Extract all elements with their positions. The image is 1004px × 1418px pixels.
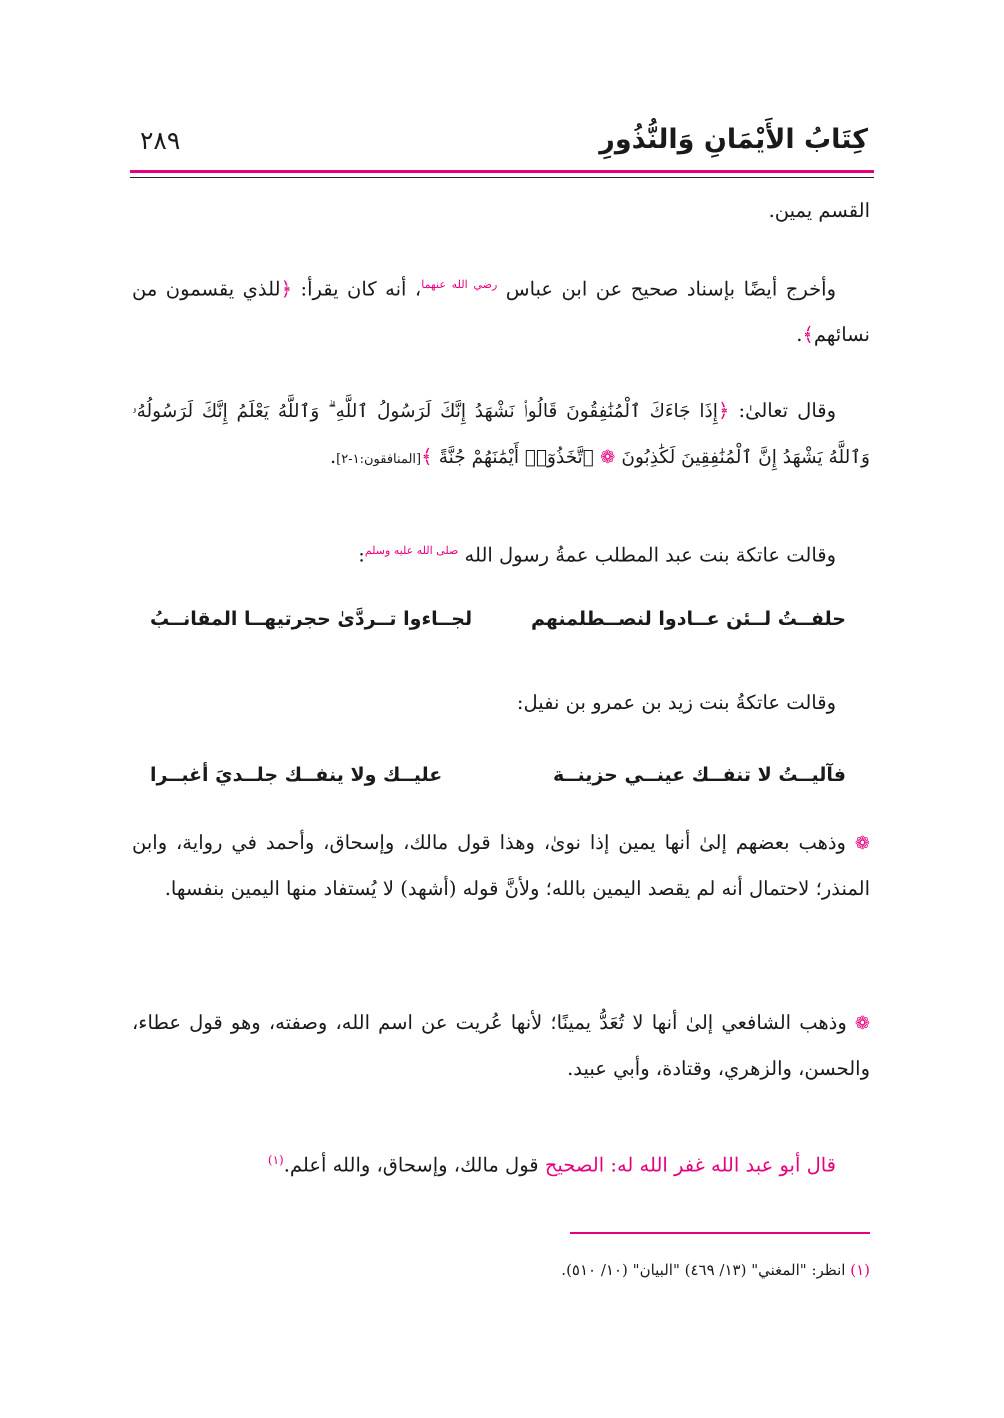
- paragraph-2-text-a: وأخرج أيضًا بإسناد صحيح عن ابن عباس: [505, 277, 837, 301]
- footnote-rule: [570, 1232, 870, 1234]
- paragraph-8-text: قول مالك، وإسحاق، والله أعلم.: [283, 1153, 539, 1177]
- paragraph-4: [132, 528, 870, 578]
- poem-verse-1-second-hemistich: لجــاءوا تــردَّىٰ حجرتيهــا المقانــبُ: [150, 608, 473, 630]
- quran-verse-2: ٱتَّخَذُوٓا۟ أَيْمَٰنَهُمْ جُنَّةً: [438, 447, 594, 468]
- quran-close-bracket: ﴾: [421, 445, 433, 468]
- paragraph-3: [132, 388, 870, 482]
- paragraph-2: [132, 262, 870, 357]
- footnote: [132, 1256, 870, 1284]
- honorific-radiallah: رضي الله عنهما: [421, 278, 498, 291]
- quote-open-bracket: ﴿: [280, 277, 292, 301]
- quote-close-bracket: ﴾: [802, 322, 814, 346]
- paragraph-2-text-b: ، أنه كان يقرأ:: [300, 277, 422, 301]
- flower-bullet-icon: ❁: [854, 1013, 870, 1034]
- quran-verse-1: إِذَا جَاءَكَ ٱلْمُنَٰفِقُونَ قَالُوا۟ نَشْهَدُ إِنَّكَ لَرَسُولُ ٱللَّهِ ۗ وَٱللَّهُ يَعْلَمُ إِنَّكَ لَرَسُولُهُۥ وَٱللَّهُ يَشْهَدُ إِنَّ ٱلْمُنَٰفِقِينَ لَكَٰذِبُونَ: [132, 401, 870, 468]
- paragraph-4-end: :: [358, 543, 365, 567]
- quran-reference: [المنافقون:١-٢]: [336, 452, 422, 467]
- paragraph-4-text: وقالت عاتكة بنت عبد المطلب عمةُ رسول الله: [464, 543, 836, 567]
- honorific-salla: صلى الله عليه وسلم: [364, 544, 459, 557]
- footnote-marker[interactable]: (١): [267, 1153, 284, 1167]
- poem-verse-1: [150, 600, 846, 644]
- paragraph-6: [132, 820, 870, 911]
- poem-verse-2-first-hemistich: فآليــتُ لا تنفــك عينــي حزينــة: [552, 764, 846, 786]
- paragraph-6-text: وذهب بعضهم إلىٰ أنها يمين إذا نوىٰ، وهذا قول مالك، وإسحاق، وأحمد في رواية، وابن المنذر؛ لاحتمال أنه لم يقصد اليمين بالله؛ ولأنَّ قوله (أشهد) لا يُستفاد منها اليمين بنفسها.: [132, 831, 870, 900]
- page-header: [132, 122, 872, 168]
- paragraph-5: [132, 680, 870, 725]
- verse-separator-icon: ❁: [600, 447, 616, 468]
- paragraph-1-text: القسم يمين.: [768, 199, 870, 222]
- author-attribution: قال أبو عبد الله غفر الله له:: [610, 1153, 836, 1177]
- flower-bullet-icon: ❁: [854, 833, 870, 854]
- book-title: كِتَابُ الأَيْمَانِ وَالنُّذُورِ: [599, 124, 868, 155]
- verdict-label: الصحيح: [544, 1153, 605, 1177]
- paragraph-2-end: .: [796, 322, 803, 346]
- page-number: ٢٨٩: [140, 126, 181, 155]
- poem-verse-2: [150, 756, 846, 800]
- footnote-number: (١): [850, 1261, 870, 1279]
- poem-verse-1-first-hemistich: حلفــتُ لــئن عــادوا لنصــطلمنهم: [530, 608, 846, 630]
- paragraph-5-text: وقالت عاتكةُ بنت زيد بن عمرو بن نفيل:: [516, 691, 836, 714]
- paragraph-7-text: وذهب الشافعي إلىٰ أنها لا تُعَدُّ يمينًا؛ لأنها عُريت عن اسم الله، وصفته، وهو قول عطاء، والحسن، والزهري، وقتادة، وأبي عبيد.: [132, 1011, 870, 1080]
- header-rule: [130, 177, 874, 178]
- paragraph-1: [132, 188, 870, 233]
- header-rule-accent: [130, 170, 874, 173]
- quran-open-bracket: ﴿: [717, 399, 730, 422]
- poem-verse-2-second-hemistich: عليــك ولا ينفــك جلــديَ أغبــرا: [150, 764, 443, 786]
- paragraph-7: [132, 1000, 870, 1091]
- paragraph-3-end: .: [329, 445, 337, 468]
- paragraph-3-text: وقال تعالىٰ:: [738, 399, 837, 422]
- quote-text: للذي يقسمون من نسائهم: [132, 277, 870, 346]
- paragraph-8: [132, 1138, 870, 1188]
- footnote-text: انظر: "المغني" (١٣/ ٤٦٩) "البيان" (١٠/ ٥١٠).: [561, 1261, 846, 1279]
